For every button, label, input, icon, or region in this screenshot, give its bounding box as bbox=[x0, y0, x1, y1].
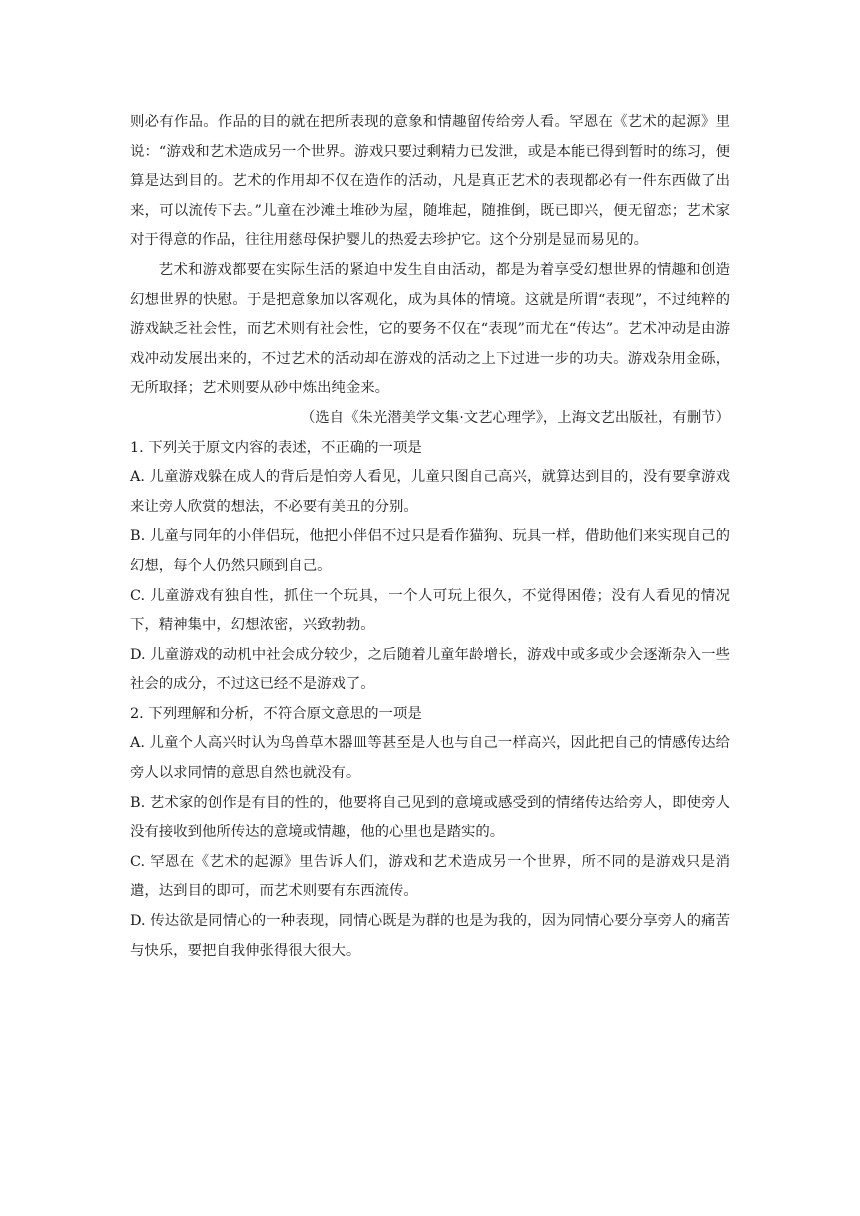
passage-paragraph-1: 则必有作品。作品的目的就在把所表现的意象和情趣留传给旁人看。罕恩在《艺术的起源》里说：“游戏和艺术造成另一个世界。游戏只要过剩精力已发泄，或是本能已得到暂时的练习，便算是达到目的。艺术的作用却不仅在造作的活动，凡是真正艺术的表现都必有一件东西做了出来，可以流传下去。”儿童在沙滩土堆砂为屋，随堆起，随推倒，既已即兴，便无留恋；艺术家对于得意的作品，往往用慈母保护婴儿的热爱去珍护它。这个分别是显而易见的。 bbox=[130, 114, 730, 249]
question-2-option-c: C. 罕恩在《艺术的起源》里告诉人们，游戏和艺术造成另一个世界，所不同的是游戏只是消遣，达到目的即可，而艺术则要有东西流传。 bbox=[130, 853, 730, 900]
passage-paragraph-2: 艺术和游戏都要在实际生活的紧迫中发生自由活动，都是为着享受幻想世界的情趣和创造幻想世界的快慰。于是把意象加以客观化，成为具体的情境。这就是所谓“表现”，不过纯粹的游戏缺乏社会性，而艺术则有社会性，它的要务不仅在“表现”而尤在“传达”。艺术冲动是由游戏冲动发展出来的，不过艺术的活动却在游戏的活动之上下过进一步的功夫。游戏杂用金砾，无所取择；艺术则要从砂中炼出纯金来。 bbox=[130, 261, 730, 397]
question-2-stem: 2. 下列理解和分析，不符合原文意思的一项是 bbox=[130, 705, 422, 722]
question-2-option-d: D. 传达欲是同情心的一种表现，同情心既是为群的也是为我的，因为同情心要分享旁人的痛苦与快乐，要把自我伸张得很大很大。 bbox=[130, 913, 730, 959]
question-1-stem: 1. 下列关于原文内容的表述，不正确的一项是 bbox=[130, 439, 422, 456]
question-2 bbox=[130, 700, 730, 966]
question-1-option-d: D. 儿童游戏的动机中社会成分较少，之后随着儿童年龄增长，游戏中或多或少会逐渐杂入一些社会的成分，不过这已经不是游戏了。 bbox=[130, 646, 730, 693]
question-1-option-c: C. 儿童游戏有独自性，抓住一个玩具，一个人可玩上很久，不觉得困倦；没有人看见的情况下，精神集中，幻想浓密，兴致勃勃。 bbox=[130, 587, 730, 634]
question-1-option-b: B. 儿童与同年的小伴侣玩，他把小伴侣不过只是看作猫狗、玩具一样，借助他们来实现自己的幻想，每个人仍然只顾到自己。 bbox=[130, 528, 730, 574]
question-1 bbox=[130, 434, 730, 700]
question-1-option-a: A. 儿童游戏躲在成人的背后是怕旁人看见，儿童只图自己高兴，就算达到目的，没有要拿游戏来让旁人欣赏的想法，不必要有美丑的分别。 bbox=[130, 469, 730, 515]
question-2-option-a: A. 儿童个人高兴时认为鸟兽草木器皿等甚至是人也与自己一样高兴，因此把自己的情感传达给旁人以求同情的意思自然也就没有。 bbox=[130, 735, 730, 782]
document-page bbox=[130, 108, 730, 966]
question-2-option-b: B. 艺术家的创作是有目的性的，他要将自己见到的意境或感受到的情绪传达给旁人，即使旁人没有接收到他所传达的意境或情趣，他的心里也是踏实的。 bbox=[130, 794, 730, 841]
passage-source: （选自《朱光潜美学文集·文艺心理学》，上海文艺出版社，有删节） bbox=[300, 409, 730, 426]
